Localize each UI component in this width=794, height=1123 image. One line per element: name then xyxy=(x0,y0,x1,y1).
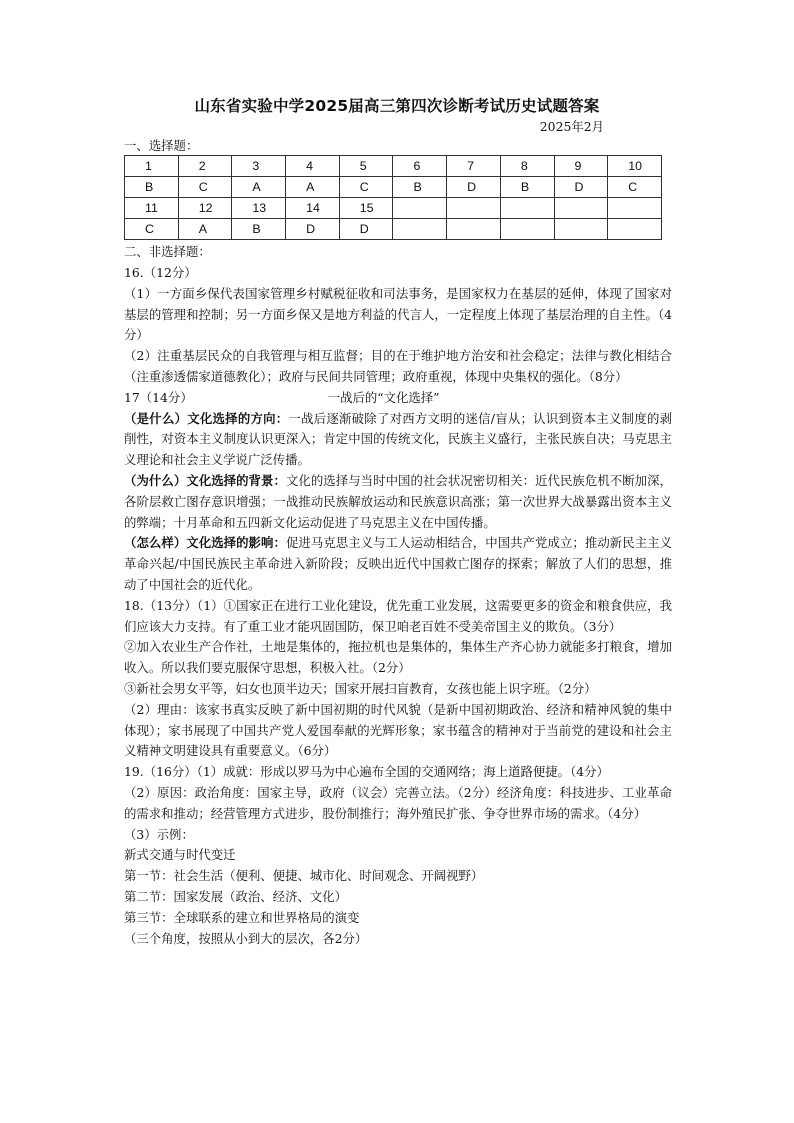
table-cell: 1 xyxy=(125,156,179,177)
table-cell: 5 xyxy=(339,156,393,177)
table-cell: D xyxy=(286,219,340,240)
table-cell: C xyxy=(178,177,232,198)
q19-part3: （3）示例： xyxy=(124,826,194,842)
q17-part3 xyxy=(124,533,672,595)
table-cell: 9 xyxy=(554,156,608,177)
table-cell: 7 xyxy=(447,156,501,177)
q17-part2-label: （为什么）文化选择的背景： xyxy=(124,472,286,488)
table-cell: 12 xyxy=(178,198,232,219)
q16-part1: （1）一方面乡保代表国家管理乡村赋税征收和司法事务，是国家权力在基层的延伸，体现了国家对基层的管理和控制；另一方面乡保又是地方利益的代言人，一定程度上体现了基层治理的自主性。（4分） xyxy=(124,285,672,343)
section2-label: 二、非选择题： xyxy=(124,244,211,259)
q18-part2: ②加入农业生产合作社，土地是集体的，拖拉机也是集体的，集体生产齐心协力就能多打粮食，增加收入。所以我们要克服保守思想，积极入社。（2分） xyxy=(124,639,672,676)
q19-part2: （2）原因：政治角度：国家主导，政府（议会）完善立法。（2分）经济角度：科技进步、工业革命的需求和推动；经营管理方式进步，股份制推行；海外殖民扩张、争夺世界市场的需求。（4分） xyxy=(124,784,672,821)
table-cell: D xyxy=(339,219,393,240)
table-cell: C xyxy=(339,177,393,198)
table-cell xyxy=(554,219,608,240)
table-cell xyxy=(608,219,662,240)
table-cell: 3 xyxy=(232,156,286,177)
q18-part1: 18.（13分）（1）①国家正在进行工业化建设，优先重工业发展，这需要更多的资金和粮食供应，我们应该大力支持。有了重工业才能巩固国防，保卫咱老百姓不受美帝国主义的欺负。（3分） xyxy=(124,597,672,634)
table-cell: 13 xyxy=(232,198,286,219)
q19-part5: 第一节：社会生活（便利、便捷、城市化、时间观念、开阔视野） xyxy=(124,868,484,884)
table-row xyxy=(125,156,662,177)
q17-part1 xyxy=(124,409,672,471)
table-cell: A xyxy=(178,219,232,240)
table-row xyxy=(125,198,662,219)
q19-part1: 19.（16分）（1）成就：形成以罗马为中心遍布全国的交通网络；海上道路便捷。（4分） xyxy=(124,764,609,780)
q17-part3-text: 促进马克思主义与工人运动相结合，中国共产党成立；推动新民主主义革命兴起/中国民族民主革命进入新阶段；反映出近代中国救亡图存的探索；解放了人们的思想，推动了中国社会的近代化。 xyxy=(124,535,673,592)
page-title: 山东省实验中学2025届高三第四次诊断考试历史试题答案 xyxy=(194,97,600,115)
q17-part2 xyxy=(124,471,672,533)
table-cell: A xyxy=(286,177,340,198)
q19-part4: 新式交通与时代变迁 xyxy=(124,847,236,863)
table-cell: 11 xyxy=(125,198,179,219)
table-cell xyxy=(393,219,447,240)
q19-part6: 第二节：国家发展（政治、经济、文化） xyxy=(124,888,348,904)
table-cell xyxy=(500,198,554,219)
q16-part2: （2）注重基层民众的自我管理与相互监督；目的在于维护地方治安和社会稳定；法律与教化相结合（注重渗透儒家道德教化）；政府与民间共同管理；政府重视，体现中央集权的强化。（8分） xyxy=(124,348,672,384)
q17-heading-line xyxy=(124,388,672,409)
answer-table xyxy=(124,155,662,240)
table-cell: 14 xyxy=(286,198,340,219)
q17-part2-text: 文化的选择与当时中国的社会状况密切相关：近代民族危机不断加深，各阶层救亡图存意识增强；一战推动民族解放运动和民族意识高涨；第一次世界大战暴露出资本主义的弊端；十月革命和五四新文化运动促进了马克思主义在中国传播。 xyxy=(124,472,673,530)
q16-heading: 16.（12分） xyxy=(124,265,197,280)
table-cell xyxy=(447,219,501,240)
q17-part1-text: 一战后逐渐破除了对西方文明的迷信/盲从；认识到资本主义制度的剥削性，对资本主义制度认识更深入；肯定中国的传统文化，民族主义盛行，主张民族自决；马克思主义理论和社会主义学说广泛传播。 xyxy=(124,410,673,468)
q17-topic: 一战后的“文化选择” xyxy=(327,389,440,405)
table-cell xyxy=(554,198,608,219)
table-cell xyxy=(447,198,501,219)
section1-label: 一、选择题： xyxy=(124,138,199,153)
table-cell: C xyxy=(608,177,662,198)
table-cell: B xyxy=(393,177,447,198)
date-line: 2025年2月 xyxy=(539,119,604,134)
table-cell: D xyxy=(554,177,608,198)
table-cell xyxy=(608,198,662,219)
q17-part1-label: （是什么）文化选择的方向： xyxy=(124,410,289,426)
table-cell: 6 xyxy=(393,156,447,177)
q17-heading: 17（14分） xyxy=(124,389,193,405)
table-cell: B xyxy=(500,177,554,198)
table-cell xyxy=(500,219,554,240)
table-cell: 15 xyxy=(339,198,393,219)
q19-part8: （三个角度，按照从小到大的层次，各2分） xyxy=(124,930,368,946)
table-row xyxy=(125,219,662,240)
q19-part7: 第三节：全球联系的建立和世界格局的演变 xyxy=(124,909,360,925)
q18-part4: （2）理由：该家书真实反映了新中国初期的时代风貌（是新中国初期政治、经济和精神风貌的集中体现）；家书展现了中国共产党人爱国奉献的光辉形象；家书蕴含的精神对于当前党的建设和社会主义精神文明建设具有重要意义。（6分） xyxy=(124,701,672,759)
answers-body xyxy=(124,263,672,949)
q18-part3: ③新社会男女平等，妇女也顶半边天；国家开展扫盲教育，女孩也能上识字班。（2分） xyxy=(124,680,597,696)
table-cell: 4 xyxy=(286,156,340,177)
table-cell: 10 xyxy=(608,156,662,177)
table-cell: C xyxy=(125,219,179,240)
q17-part3-label: （怎么样）文化选择的影响： xyxy=(124,535,286,551)
table-cell: B xyxy=(232,219,286,240)
table-cell: 8 xyxy=(500,156,554,177)
table-cell: A xyxy=(232,177,286,198)
table-cell: B xyxy=(125,177,179,198)
table-cell: 2 xyxy=(178,156,232,177)
table-cell xyxy=(393,198,447,219)
table-cell: D xyxy=(447,177,501,198)
table-row xyxy=(125,177,662,198)
